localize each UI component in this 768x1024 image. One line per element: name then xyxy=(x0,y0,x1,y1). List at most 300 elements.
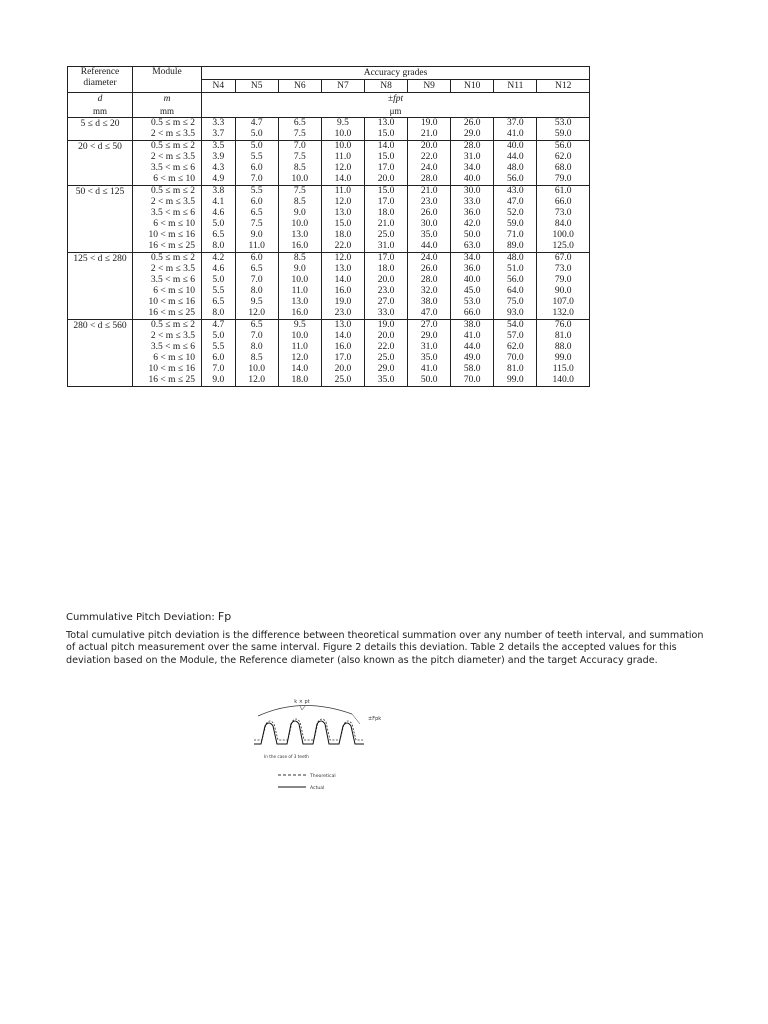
value-cell: 17.0 xyxy=(364,253,407,265)
value-cell: 7.5 xyxy=(235,219,278,230)
module-cell: 3.5 < m ≤ 6 xyxy=(133,208,202,219)
value-cell: 13.0 xyxy=(278,230,321,241)
table-row xyxy=(68,275,590,286)
value-cell: 15.0 xyxy=(364,186,407,198)
value-cell: 28.0 xyxy=(408,174,451,186)
value-cell: 8.5 xyxy=(278,163,321,174)
value-cell: 51.0 xyxy=(494,264,537,275)
value-cell: 47.0 xyxy=(408,308,451,320)
module-header: Module xyxy=(133,67,202,93)
value-cell: 50.0 xyxy=(451,230,494,241)
value-cell: 13.0 xyxy=(278,297,321,308)
module-cell: 16 < m ≤ 25 xyxy=(133,241,202,253)
value-cell: 48.0 xyxy=(494,163,537,174)
value-cell: 132.0 xyxy=(537,308,590,320)
value-cell: 12.0 xyxy=(278,353,321,364)
value-unit: μm xyxy=(389,106,402,116)
value-cell: 7.0 xyxy=(202,364,236,375)
value-cell: 5.0 xyxy=(202,219,236,230)
value-cell: 12.0 xyxy=(321,163,364,174)
table-row xyxy=(68,342,590,353)
value-cell: 10.0 xyxy=(321,129,364,141)
value-cell: 23.0 xyxy=(408,197,451,208)
value-cell: 52.0 xyxy=(494,208,537,219)
module-cell: 10 < m ≤ 16 xyxy=(133,364,202,375)
value-cell: 19.0 xyxy=(364,320,407,332)
theoretical-profile xyxy=(254,719,364,740)
value-cell: 27.0 xyxy=(364,297,407,308)
value-cell: 140.0 xyxy=(537,375,590,387)
value-cell: 99.0 xyxy=(537,353,590,364)
value-cell: 62.0 xyxy=(537,152,590,163)
table-row xyxy=(68,141,590,153)
value-cell: 9.0 xyxy=(202,375,236,387)
module-cell: 2 < m ≤ 3.5 xyxy=(133,197,202,208)
value-cell: 38.0 xyxy=(408,297,451,308)
value-cell: 11.0 xyxy=(321,186,364,198)
value-cell: 50.0 xyxy=(408,375,451,387)
value-cell: 34.0 xyxy=(451,253,494,265)
value-cell: 17.0 xyxy=(321,353,364,364)
value-cell: 44.0 xyxy=(494,152,537,163)
arc-arrow-icon xyxy=(300,706,305,710)
d-symbol-cell xyxy=(68,93,133,118)
grade-header-n6: N6 xyxy=(278,80,321,93)
value-cell: 73.0 xyxy=(537,264,590,275)
value-cell: 49.0 xyxy=(451,353,494,364)
value-cell: 62.0 xyxy=(494,342,537,353)
value-cell: 34.0 xyxy=(451,163,494,174)
value-cell: 20.0 xyxy=(364,331,407,342)
value-cell: 38.0 xyxy=(451,320,494,332)
section-title-symbol: Fp xyxy=(217,610,232,623)
module-cell: 6 < m ≤ 10 xyxy=(133,219,202,230)
table-row xyxy=(68,297,590,308)
grade-header-n4: N4 xyxy=(202,80,236,93)
reference-diameter-cell: 5 ≤ d ≤ 20 xyxy=(68,118,133,141)
reference-diameter-cell: 280 < d ≤ 560 xyxy=(68,320,133,387)
accuracy-grades-header: Accuracy grades xyxy=(202,67,590,80)
value-cell: 12.0 xyxy=(235,375,278,387)
table-row xyxy=(68,186,590,198)
value-cell: 7.0 xyxy=(278,141,321,153)
value-cell: 71.0 xyxy=(494,230,537,241)
value-cell: 23.0 xyxy=(321,308,364,320)
value-cell: 9.0 xyxy=(235,230,278,241)
actual-profile xyxy=(254,721,364,744)
value-unit-cell xyxy=(202,93,590,118)
value-cell: 44.0 xyxy=(408,241,451,253)
value-cell: 100.0 xyxy=(537,230,590,241)
module-cell: 3.5 < m ≤ 6 xyxy=(133,342,202,353)
value-cell: 43.0 xyxy=(494,186,537,198)
module-cell: 16 < m ≤ 25 xyxy=(133,308,202,320)
value-cell: 6.5 xyxy=(235,264,278,275)
value-cell: 84.0 xyxy=(537,219,590,230)
value-cell: 31.0 xyxy=(451,152,494,163)
value-cell: 4.1 xyxy=(202,197,236,208)
value-cell: 10.0 xyxy=(278,219,321,230)
table-row xyxy=(68,320,590,332)
value-cell: 5.0 xyxy=(235,141,278,153)
fpk-label: ±Fpk xyxy=(368,716,382,722)
value-cell: 9.5 xyxy=(235,297,278,308)
accuracy-grades-table xyxy=(67,66,590,387)
deviation-leader xyxy=(352,714,360,724)
value-cell: 14.0 xyxy=(321,174,364,186)
value-cell: 3.7 xyxy=(202,129,236,141)
value-cell: 35.0 xyxy=(408,230,451,241)
d-unit: mm xyxy=(92,106,107,116)
legend-actual: Actual xyxy=(310,786,325,791)
value-cell: 41.0 xyxy=(494,129,537,141)
value-cell: 4.7 xyxy=(202,320,236,332)
value-cell: 5.0 xyxy=(202,331,236,342)
value-cell: 4.2 xyxy=(202,253,236,265)
value-cell: 26.0 xyxy=(408,208,451,219)
table-row xyxy=(68,152,590,163)
legend-theoretical: Theoretical xyxy=(310,774,336,779)
value-cell: 7.0 xyxy=(235,174,278,186)
table-row xyxy=(68,208,590,219)
value-cell: 3.5 xyxy=(202,141,236,153)
module-cell: 0.5 ≤ m ≤ 2 xyxy=(133,118,202,130)
m-unit: mm xyxy=(159,106,174,116)
module-cell: 2 < m ≤ 3.5 xyxy=(133,152,202,163)
value-cell: 20.0 xyxy=(364,275,407,286)
table-row xyxy=(68,253,590,265)
value-symbol: ±fpt xyxy=(387,94,404,104)
value-cell: 59.0 xyxy=(537,129,590,141)
value-cell: 19.0 xyxy=(408,118,451,130)
value-cell: 5.5 xyxy=(235,186,278,198)
value-cell: 14.0 xyxy=(278,364,321,375)
value-cell: 9.5 xyxy=(321,118,364,130)
value-cell: 4.6 xyxy=(202,208,236,219)
grade-header-n11: N11 xyxy=(494,80,537,93)
table-row xyxy=(68,118,590,130)
module-cell: 0.5 ≤ m ≤ 2 xyxy=(133,186,202,198)
value-cell: 13.0 xyxy=(321,320,364,332)
value-cell: 3.3 xyxy=(202,118,236,130)
value-cell: 14.0 xyxy=(364,141,407,153)
value-cell: 53.0 xyxy=(537,118,590,130)
table-row xyxy=(68,129,590,141)
value-cell: 9.5 xyxy=(278,320,321,332)
value-cell: 36.0 xyxy=(451,264,494,275)
value-cell: 6.0 xyxy=(202,353,236,364)
value-cell: 21.0 xyxy=(408,129,451,141)
k-pt-label: k × pt xyxy=(294,699,310,705)
value-cell: 66.0 xyxy=(451,308,494,320)
value-cell: 10.0 xyxy=(278,174,321,186)
value-cell: 22.0 xyxy=(321,241,364,253)
reference-diameter-cell: 20 < d ≤ 50 xyxy=(68,141,133,186)
value-cell: 40.0 xyxy=(451,174,494,186)
table-body xyxy=(68,118,590,387)
value-cell: 3.8 xyxy=(202,186,236,198)
pitch-deviation-figure xyxy=(244,694,382,796)
value-cell: 18.0 xyxy=(364,264,407,275)
value-cell: 6.5 xyxy=(235,208,278,219)
value-cell: 8.0 xyxy=(202,308,236,320)
reference-diameter-cell: 50 < d ≤ 125 xyxy=(68,186,133,253)
table-row xyxy=(68,163,590,174)
table-row xyxy=(68,264,590,275)
value-cell: 93.0 xyxy=(494,308,537,320)
value-cell: 5.5 xyxy=(202,286,236,297)
value-cell: 12.0 xyxy=(235,308,278,320)
table-row xyxy=(68,364,590,375)
grade-header-n7: N7 xyxy=(321,80,364,93)
value-cell: 40.0 xyxy=(494,141,537,153)
table-row xyxy=(68,286,590,297)
module-cell: 2 < m ≤ 3.5 xyxy=(133,264,202,275)
value-cell: 36.0 xyxy=(451,208,494,219)
value-cell: 30.0 xyxy=(408,219,451,230)
value-cell: 7.5 xyxy=(278,186,321,198)
value-cell: 17.0 xyxy=(364,197,407,208)
module-cell: 0.5 ≤ m ≤ 2 xyxy=(133,320,202,332)
value-cell: 10.0 xyxy=(321,141,364,153)
value-cell: 6.5 xyxy=(235,320,278,332)
grade-header-n10: N10 xyxy=(451,80,494,93)
value-cell: 10.0 xyxy=(278,331,321,342)
value-cell: 29.0 xyxy=(451,129,494,141)
value-cell: 53.0 xyxy=(451,297,494,308)
table-row xyxy=(68,353,590,364)
value-cell: 7.0 xyxy=(235,331,278,342)
value-cell: 30.0 xyxy=(451,186,494,198)
value-cell: 9.0 xyxy=(278,264,321,275)
value-cell: 35.0 xyxy=(364,375,407,387)
module-cell: 6 < m ≤ 10 xyxy=(133,286,202,297)
value-cell: 28.0 xyxy=(408,275,451,286)
value-cell: 99.0 xyxy=(494,375,537,387)
value-cell: 63.0 xyxy=(451,241,494,253)
value-cell: 27.0 xyxy=(408,320,451,332)
value-cell: 22.0 xyxy=(408,152,451,163)
value-cell: 15.0 xyxy=(364,129,407,141)
value-cell: 7.5 xyxy=(278,129,321,141)
value-cell: 31.0 xyxy=(408,342,451,353)
value-cell: 7.0 xyxy=(235,275,278,286)
table-row xyxy=(68,174,590,186)
module-cell: 2 < m ≤ 3.5 xyxy=(133,129,202,141)
value-cell: 18.0 xyxy=(321,230,364,241)
value-cell: 5.0 xyxy=(202,275,236,286)
value-cell: 6.0 xyxy=(235,197,278,208)
value-cell: 11.0 xyxy=(235,241,278,253)
value-cell: 88.0 xyxy=(537,342,590,353)
value-cell: 25.0 xyxy=(321,375,364,387)
value-cell: 56.0 xyxy=(537,141,590,153)
table-row xyxy=(68,197,590,208)
table-row xyxy=(68,230,590,241)
module-cell: 10 < m ≤ 16 xyxy=(133,230,202,241)
value-cell: 70.0 xyxy=(494,353,537,364)
value-cell: 90.0 xyxy=(537,286,590,297)
value-cell: 14.0 xyxy=(321,331,364,342)
value-cell: 8.5 xyxy=(235,353,278,364)
grade-header-n5: N5 xyxy=(235,80,278,93)
grade-header-n8: N8 xyxy=(364,80,407,93)
pitch-span-arc xyxy=(258,705,352,716)
value-cell: 6.5 xyxy=(278,118,321,130)
section-paragraph: Total cumulative pitch deviation is the difference between theoretical summation over any number of teeth interval, and summation of actual pitch measurement over the same interval. Figure 2 details this deviation. Table 2 details the accepted values for this deviation based on the Module, the Reference diameter (also known as the pitch diameter) and the target Accuracy grade. xyxy=(66,630,704,666)
module-cell: 0.5 ≤ m ≤ 2 xyxy=(133,141,202,153)
value-cell: 5.5 xyxy=(235,152,278,163)
value-cell: 14.0 xyxy=(321,275,364,286)
value-cell: 54.0 xyxy=(494,320,537,332)
table-row xyxy=(68,241,590,253)
module-cell: 3.5 < m ≤ 6 xyxy=(133,275,202,286)
value-cell: 56.0 xyxy=(494,174,537,186)
value-cell: 47.0 xyxy=(494,197,537,208)
value-cell: 8.5 xyxy=(278,197,321,208)
m-symbol: m xyxy=(163,94,171,104)
value-cell: 13.0 xyxy=(321,208,364,219)
module-cell: 10 < m ≤ 16 xyxy=(133,297,202,308)
section-title xyxy=(66,610,231,623)
value-cell: 20.0 xyxy=(364,174,407,186)
value-cell: 5.5 xyxy=(202,342,236,353)
table-row xyxy=(68,308,590,320)
value-cell: 4.6 xyxy=(202,264,236,275)
value-cell: 16.0 xyxy=(321,342,364,353)
value-cell: 15.0 xyxy=(364,152,407,163)
value-cell: 41.0 xyxy=(451,331,494,342)
value-cell: 67.0 xyxy=(537,253,590,265)
value-cell: 10.0 xyxy=(235,364,278,375)
value-cell: 4.7 xyxy=(235,118,278,130)
value-cell: 66.0 xyxy=(537,197,590,208)
value-cell: 107.0 xyxy=(537,297,590,308)
value-cell: 16.0 xyxy=(278,241,321,253)
value-cell: 8.5 xyxy=(278,253,321,265)
value-cell: 4.9 xyxy=(202,174,236,186)
table-row xyxy=(68,331,590,342)
table-header xyxy=(68,67,590,118)
value-cell: 6.0 xyxy=(235,163,278,174)
value-cell: 79.0 xyxy=(537,174,590,186)
value-cell: 44.0 xyxy=(451,342,494,353)
module-cell: 2 < m ≤ 3.5 xyxy=(133,331,202,342)
value-cell: 11.0 xyxy=(278,286,321,297)
value-cell: 21.0 xyxy=(408,186,451,198)
value-cell: 12.0 xyxy=(321,197,364,208)
module-cell: 3.5 < m ≤ 6 xyxy=(133,163,202,174)
section-title-text: Cummulative Pitch Deviation: xyxy=(66,612,218,623)
value-cell: 28.0 xyxy=(451,141,494,153)
value-cell: 56.0 xyxy=(494,275,537,286)
value-cell: 89.0 xyxy=(494,241,537,253)
value-cell: 19.0 xyxy=(321,297,364,308)
value-cell: 70.0 xyxy=(451,375,494,387)
value-cell: 18.0 xyxy=(278,375,321,387)
value-cell: 41.0 xyxy=(408,364,451,375)
value-cell: 5.0 xyxy=(235,129,278,141)
value-cell: 33.0 xyxy=(364,308,407,320)
grade-header-n9: N9 xyxy=(408,80,451,93)
case-label: In the case of 3 teeth xyxy=(264,754,309,759)
value-cell: 8.0 xyxy=(235,342,278,353)
module-cell: 16 < m ≤ 25 xyxy=(133,375,202,387)
value-cell: 81.0 xyxy=(494,364,537,375)
value-cell: 11.0 xyxy=(278,342,321,353)
value-cell: 16.0 xyxy=(321,286,364,297)
value-cell: 11.0 xyxy=(321,152,364,163)
value-cell: 24.0 xyxy=(408,253,451,265)
value-cell: 37.0 xyxy=(494,118,537,130)
value-cell: 16.0 xyxy=(278,308,321,320)
m-symbol-cell xyxy=(133,93,202,118)
value-cell: 10.0 xyxy=(278,275,321,286)
value-cell: 25.0 xyxy=(364,353,407,364)
value-cell: 17.0 xyxy=(364,163,407,174)
module-cell: 6 < m ≤ 10 xyxy=(133,174,202,186)
value-cell: 22.0 xyxy=(364,342,407,353)
value-cell: 33.0 xyxy=(451,197,494,208)
value-cell: 81.0 xyxy=(537,331,590,342)
value-cell: 31.0 xyxy=(364,241,407,253)
value-cell: 6.5 xyxy=(202,230,236,241)
value-cell: 7.5 xyxy=(278,152,321,163)
value-cell: 32.0 xyxy=(408,286,451,297)
value-cell: 12.0 xyxy=(321,253,364,265)
value-cell: 13.0 xyxy=(321,264,364,275)
value-cell: 8.0 xyxy=(202,241,236,253)
module-cell: 0.5 ≤ m ≤ 2 xyxy=(133,253,202,265)
header-reference-line1: Reference xyxy=(80,67,120,77)
value-cell: 21.0 xyxy=(364,219,407,230)
value-cell: 26.0 xyxy=(451,118,494,130)
value-cell: 125.0 xyxy=(537,241,590,253)
value-cell: 35.0 xyxy=(408,353,451,364)
value-cell: 48.0 xyxy=(494,253,537,265)
value-cell: 8.0 xyxy=(235,286,278,297)
value-cell: 6.5 xyxy=(202,297,236,308)
value-cell: 73.0 xyxy=(537,208,590,219)
value-cell: 59.0 xyxy=(494,219,537,230)
header-reference-line2: diameter xyxy=(83,78,117,88)
value-cell: 64.0 xyxy=(494,286,537,297)
value-cell: 18.0 xyxy=(364,208,407,219)
value-cell: 29.0 xyxy=(364,364,407,375)
reference-diameter-header xyxy=(68,67,133,93)
grade-header-n12: N12 xyxy=(537,80,590,93)
value-cell: 20.0 xyxy=(408,141,451,153)
value-cell: 79.0 xyxy=(537,275,590,286)
value-cell: 20.0 xyxy=(321,364,364,375)
table-row xyxy=(68,219,590,230)
value-cell: 58.0 xyxy=(451,364,494,375)
value-cell: 23.0 xyxy=(364,286,407,297)
module-cell: 6 < m ≤ 10 xyxy=(133,353,202,364)
value-cell: 24.0 xyxy=(408,163,451,174)
value-cell: 42.0 xyxy=(451,219,494,230)
value-cell: 68.0 xyxy=(537,163,590,174)
reference-diameter-cell: 125 < d ≤ 280 xyxy=(68,253,133,320)
table-row xyxy=(68,375,590,387)
value-cell: 76.0 xyxy=(537,320,590,332)
value-cell: 13.0 xyxy=(364,118,407,130)
value-cell: 57.0 xyxy=(494,331,537,342)
value-cell: 25.0 xyxy=(364,230,407,241)
value-cell: 4.3 xyxy=(202,163,236,174)
value-cell: 6.0 xyxy=(235,253,278,265)
value-cell: 9.0 xyxy=(278,208,321,219)
